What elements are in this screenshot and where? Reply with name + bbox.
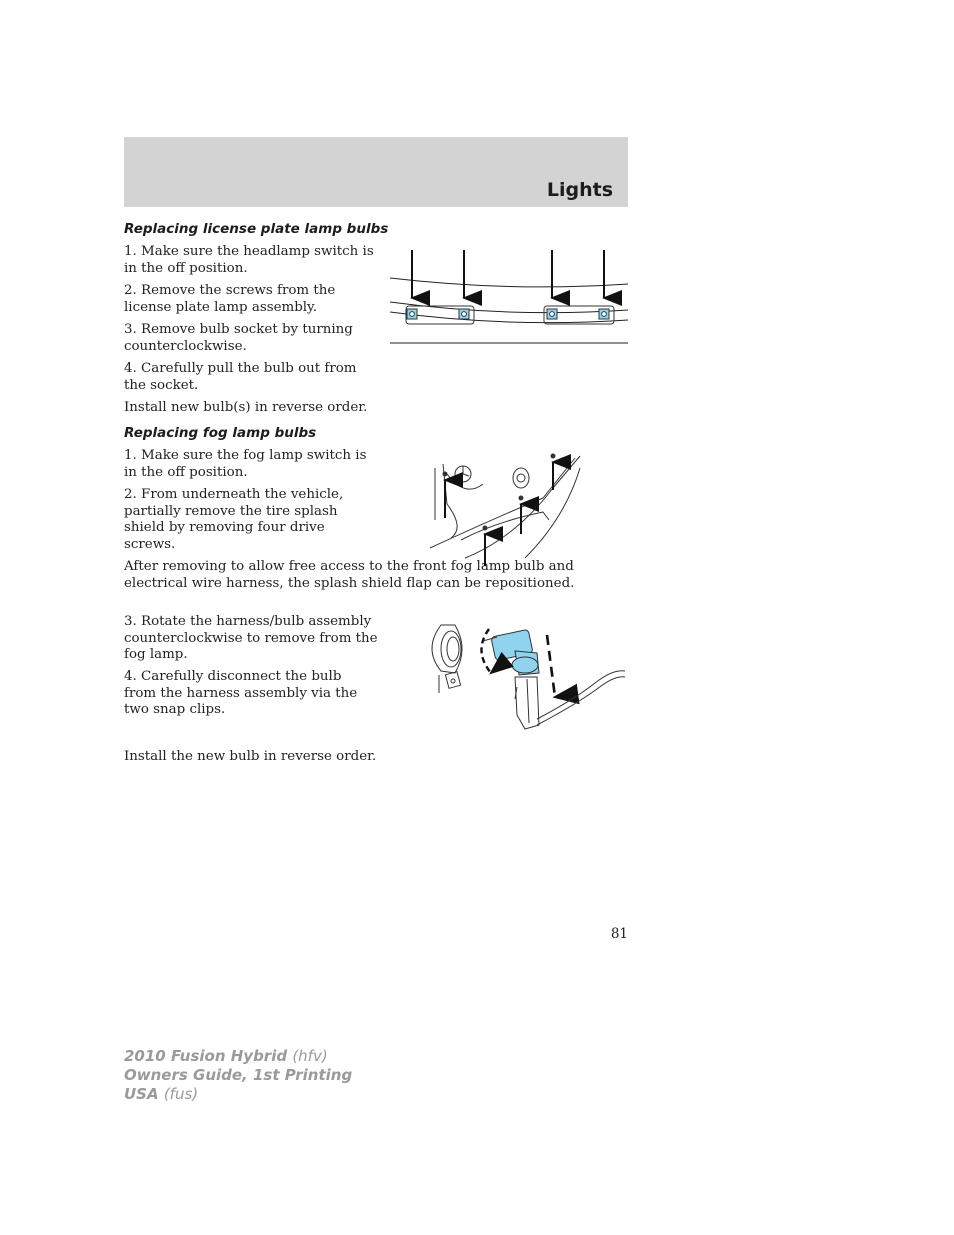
fog-step-2: 2. From underneath the vehicle, partially remove the tire splash shield by removing four drive screws. [124,487,344,552]
page-number: 81 [610,926,628,942]
fog-closing: Install the new bulb in reverse order. [124,749,377,764]
document-footer [124,1047,352,1104]
footer-market: USA [124,1085,159,1103]
section-header-band [124,137,628,207]
license-closing: Install new bulb(s) in reverse order. [124,400,368,415]
footer-market-code: (fus) [163,1085,199,1103]
footer-line-1 [124,1047,352,1066]
arrow-up-icon [445,462,553,566]
fog-lamp-heading: Replacing fog lamp bulbs [124,425,317,441]
section-title: Lights [546,179,613,201]
bulb-harness-icon [483,629,539,675]
license-step-2: 2. Remove the screws from the license plate lamp assembly. [124,283,336,315]
fog-note: After removing to allow free access to the front fog lamp bulb and electrical wire harness, the splash shield flap can be repositioned. [124,559,575,591]
fog-bulb-harness-illustration [425,615,630,740]
footer-model-code: (hfv) [292,1047,328,1065]
fog-step-3: 3. Rotate the harness/bulb assembly counterclockwise to remove from the fog lamp. [124,614,378,663]
license-plate-lamp-illustration [390,248,630,348]
license-step-4: 4. Carefully pull the bulb out from the socket. [124,361,357,393]
license-step-1: 1. Make sure the headlamp switch is in the off position. [124,244,374,276]
arrow-down-icon [412,250,604,298]
fog-step-1: 1. Make sure the fog lamp switch is in the off position. [124,448,367,480]
fog-step-4: 4. Carefully disconnect the bulb from the harness assembly via the two snap clips. [124,669,358,718]
license-step-3: 3. Remove bulb socket by turning counterclockwise. [124,322,353,354]
footer-line-2: Owners Guide, 1st Printing [124,1066,353,1084]
splash-shield-illustration [425,448,585,568]
license-plate-heading: Replacing license plate lamp bulbs [124,221,389,237]
footer-line-3 [124,1085,352,1104]
footer-model: 2010 Fusion Hybrid [124,1047,288,1065]
